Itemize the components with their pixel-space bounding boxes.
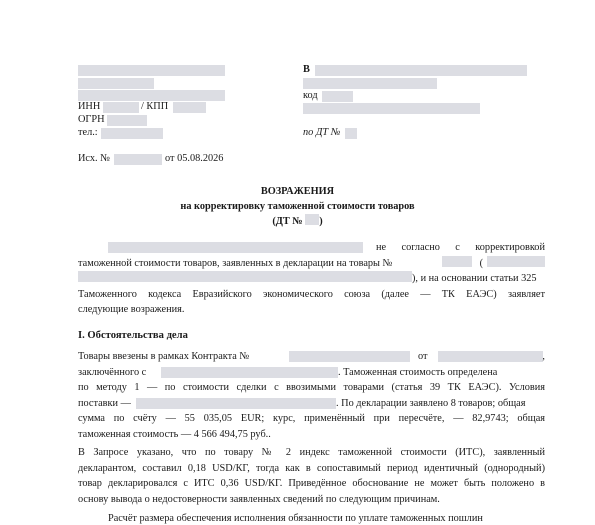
intro-l1-w3: с [455,242,460,253]
intro-line-5: следующие возражения. [78,304,185,316]
s1p1-l2-method-text: . Таможенная стоимость определена [338,366,498,378]
intro-l1-w1: не [376,242,387,253]
s1p1-l4-goods-count: . По декларации заявлено 8 товаров; общая [336,397,526,409]
dt-label: по ДТ № [303,127,341,138]
section-1-paragraph-1 [78,349,545,443]
document-subtitle: на корректировку таможенной стоимости товаров [180,201,415,212]
redacted-dt-date [487,256,545,267]
intro-l1-w4: корректировкой [475,242,545,253]
redacted-recipient-address [303,103,480,114]
redacted-recipient-code [322,91,353,102]
phone-label: тел.: [78,127,98,138]
s1p1-line-6: таможенная стоимость — 4 566 494,75 руб.. [78,428,271,440]
intro-l2-text: таможенной стоимости товаров, заявленных в декларации на товары № [78,257,393,269]
redacted-recipient-line2 [303,78,437,89]
kpp-label: / КПП [141,101,169,112]
s1p1-line-1 [78,349,545,365]
document-title: ВОЗРАЖЕНИЯ [260,186,335,197]
s1p1-l4-delivery-label: поставки — [78,397,131,409]
intro-line-2 [78,256,545,272]
redacted-outgoing-number [114,154,162,165]
redacted-inn [103,102,139,113]
redacted-recipient-name [315,65,527,76]
intro-l2-tail: ( [442,256,545,272]
s1p1-l1-contract-label: Товары ввезены в рамках Контракта № [78,351,250,362]
s1p2-line-4: основу вывода о недостоверности заявленных сведений по следующим причинам. [78,493,440,505]
outgoing-number-label: Исх. № [78,153,110,164]
redacted-kpp [173,102,206,113]
intro-paragraph [78,240,545,318]
s1p2-line-3: товар декларировался с ИТС 0,36 USD/КГ. Приведённое обоснование не может быть положено в [78,478,545,490]
redacted-contract-number [289,351,410,362]
redacted-contract-date [438,351,543,362]
s1p1-l1-from-label: от [418,351,428,362]
intro-l1-w2: согласно [401,242,440,253]
recipient-code-label: код [303,90,318,101]
redacted-counterparty [161,367,338,378]
s1p1-line-2 [78,365,545,381]
s1p1-l2-concluded-label: заключённого с [78,366,147,378]
s1p1-line-4 [78,396,545,412]
document-title-dt [0,214,595,229]
s1p1-line-3: по методу 1 — по стоимости сделки с ввозимыми товарами (статья 39 ТК ЕАЭС). Условия [78,382,545,394]
s1p2-line-2: декларантом, составил 0,18 USD/КГ, тогда как в сопоставимый период идентичный (однородный) [78,462,545,474]
ogrn-label: ОГРН [78,114,105,125]
redacted-sender-address-2 [78,90,225,101]
redacted-sender-name [78,65,225,76]
s1p2-line-1: В Запросе указано, что по товару № 2 индекс таможенной стоимости (ИТС), заявленный [78,447,545,458]
redacted-phone [101,128,163,139]
redacted-dt-number [345,128,357,139]
redacted-ogrn [107,115,147,126]
redacted-declarant-name [108,242,363,253]
redacted-title-dt-number [305,214,319,225]
intro-line-1 [78,240,545,256]
redacted-goods-description [78,271,412,282]
intro-line-1-text [376,240,545,256]
redacted-dt-number-2 [442,256,472,267]
title-dt-suffix: ) [319,216,323,227]
title-dt-prefix: (ДТ № [272,216,303,227]
intro-l3-text: ), и на основании статьи 325 [412,273,537,285]
s1p3-line-1: Расчёт размера обеспечения исполнения обязанности по уплате таможенных пошлин [108,513,483,524]
redacted-delivery-terms [136,398,336,409]
outgoing-date: от 05.08.2026 [165,153,224,164]
redacted-sender-address [78,78,154,89]
section-1-heading: I. Обстоятельства дела [78,330,188,341]
intro-line-4: Таможенного кодекса Евразийского экономического союза (далее — ТК ЕАЭС) заявляет [78,288,545,300]
section-1-paragraph-2 [78,445,545,507]
recipient-to-label: В [303,64,310,75]
s1p1-l1-comma: , [542,351,545,362]
s1p1-line-5: сумма по счёту — 55 035,05 EUR; курс, применённый при пересчёте, — 82,9743; общая [78,413,545,425]
intro-line-3 [78,271,545,287]
inn-label: ИНН [78,101,101,112]
